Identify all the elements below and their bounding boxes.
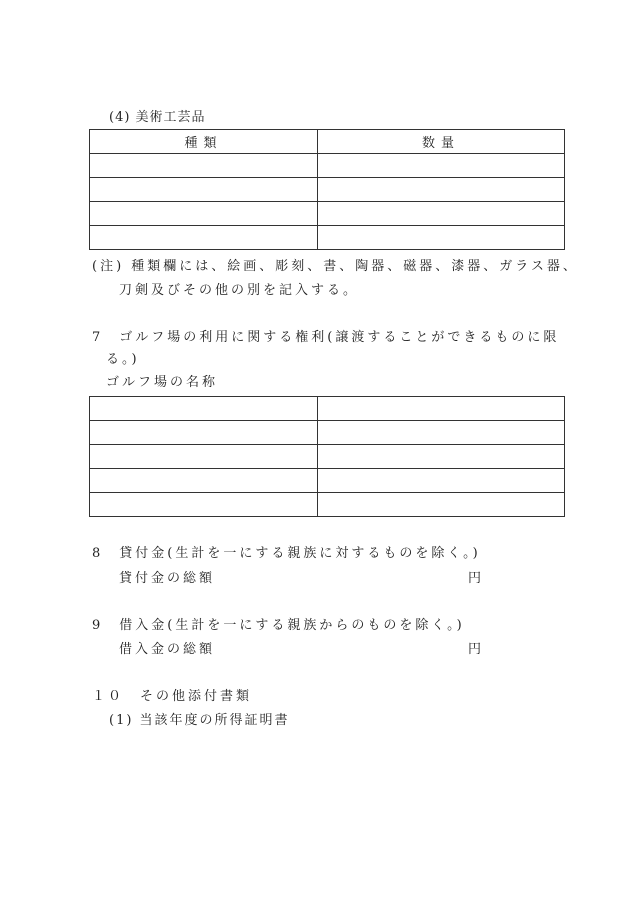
borrowing-total-label: 借入金の総額 (119, 642, 216, 657)
golf-value-cell[interactable] (318, 421, 565, 445)
section-8-title: 8 貸付金(生計を一にする親族に対するものを除く。) (92, 546, 481, 561)
type-cell[interactable] (90, 154, 318, 178)
quantity-cell[interactable] (318, 202, 565, 226)
section-4-heading: (4) 美術工芸品 (109, 110, 206, 125)
quantity-cell[interactable] (318, 226, 565, 250)
section-7-title-line2: る。) (106, 352, 140, 367)
golf-value-cell[interactable] (318, 469, 565, 493)
quantity-cell[interactable] (318, 154, 565, 178)
art-crafts-table (89, 129, 565, 250)
type-cell[interactable] (90, 178, 318, 202)
type-cell[interactable] (90, 202, 318, 226)
loan-total-label: 貸付金の総額 (119, 571, 216, 586)
golf-name-cell[interactable] (90, 397, 318, 421)
golf-course-name-label: ゴルフ場の名称 (106, 375, 219, 390)
golf-name-cell[interactable] (90, 445, 318, 469)
section-4-note-line1: (注) 種類欄には、絵画、彫刻、書、陶器、磁器、漆器、ガラス器、 (92, 259, 579, 274)
golf-value-cell[interactable] (318, 493, 565, 517)
table-header-row (90, 130, 565, 154)
golf-name-cell[interactable] (90, 469, 318, 493)
table-row (90, 469, 565, 493)
golf-name-cell[interactable] (90, 421, 318, 445)
section-10-item-1: (1) 当該年度の所得証明書 (109, 713, 290, 728)
section-10-title: １０ その他添付書類 (92, 689, 253, 704)
table-row (90, 493, 565, 517)
quantity-cell[interactable] (318, 178, 565, 202)
table-row (90, 397, 565, 421)
table-row (90, 226, 565, 250)
section-7-title-line1: 7 ゴルフ場の利用に関する権利(譲渡することができるものに限 (92, 330, 560, 345)
table-row (90, 445, 565, 469)
table-row (90, 178, 565, 202)
golf-course-table (89, 396, 565, 517)
golf-value-cell[interactable] (318, 445, 565, 469)
table-row (90, 202, 565, 226)
section-4-note-line2: 刀剣及びその他の別を記入する。 (119, 283, 360, 298)
section-9-title: 9 借入金(生計を一にする親族からのものを除く。) (92, 618, 465, 633)
borrowing-total-unit: 円 (468, 642, 483, 657)
table-row (90, 421, 565, 445)
quantity-column-header: 数量 (318, 130, 565, 154)
type-column-header: 種類 (90, 130, 318, 154)
loan-total-unit: 円 (468, 571, 483, 586)
table-row (90, 154, 565, 178)
golf-name-cell[interactable] (90, 493, 318, 517)
golf-value-cell[interactable] (318, 397, 565, 421)
type-cell[interactable] (90, 226, 318, 250)
